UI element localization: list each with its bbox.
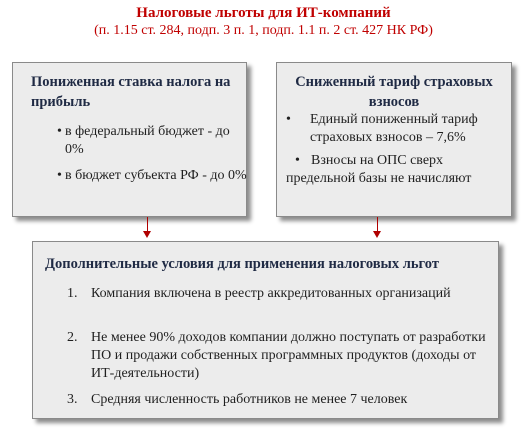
arrow-head-icon	[143, 231, 151, 238]
additional-conditions-title: Дополнительные условия для применения налоговых льгот	[45, 256, 439, 272]
reduced-insurance-rate-title: Сниженный тариф страховых взносов	[295, 74, 493, 110]
reduced-profit-tax-box	[12, 62, 247, 217]
bullet-text: Взносы на ОПС сверх предельной базы не начисляют	[286, 153, 472, 186]
bullet-text: в бюджет субъекта РФ - до 0%	[65, 168, 247, 183]
condition-text: Компания включена в реестр аккредитованных организаций	[91, 286, 451, 301]
additional-conditions-box	[32, 241, 499, 419]
bullet-unified-rate	[286, 111, 506, 147]
bullet-icon: •	[286, 112, 291, 127]
reduced-profit-tax-title: Пониженная ставка налога на прибыль	[31, 74, 231, 110]
condition-text: Не менее 90% доходов компании должно поступать от разработки ПО и продажи собственных программных продуктов (доходы от ИТ-деятельности)	[91, 330, 486, 381]
bullet-text: в федеральный бюджет - до 0%	[65, 124, 230, 157]
arrow-shaft	[377, 217, 379, 231]
bullet-regional-budget	[57, 167, 247, 185]
diagram-title: Налоговые льготы для ИТ-компаний	[136, 5, 391, 21]
arrow-head-icon	[373, 231, 381, 238]
bullet-icon: •	[57, 168, 62, 183]
arrow-shaft	[147, 217, 149, 231]
bullet-ops-contributions	[286, 152, 506, 188]
condition-item	[67, 285, 487, 303]
bullet-text: Единый пониженный тариф страховых взносов – 7,6%	[310, 112, 478, 145]
bullet-federal-budget	[57, 123, 247, 159]
condition-number: 2.	[67, 330, 78, 345]
condition-item	[67, 329, 487, 383]
condition-item	[67, 391, 487, 409]
bullet-icon: •	[57, 124, 62, 139]
condition-number: 1.	[67, 286, 78, 301]
diagram-subtitle: (п. 1.15 ст. 284, подп. 3 п. 1, подп. 1.1 п. 2 ст. 427 НК РФ)	[94, 23, 433, 38]
reduced-insurance-rate-box	[276, 62, 512, 217]
bullet-icon: •	[295, 153, 300, 168]
condition-text: Средняя численность работников не менее 7 человек	[91, 392, 408, 407]
condition-number: 3.	[67, 392, 78, 407]
